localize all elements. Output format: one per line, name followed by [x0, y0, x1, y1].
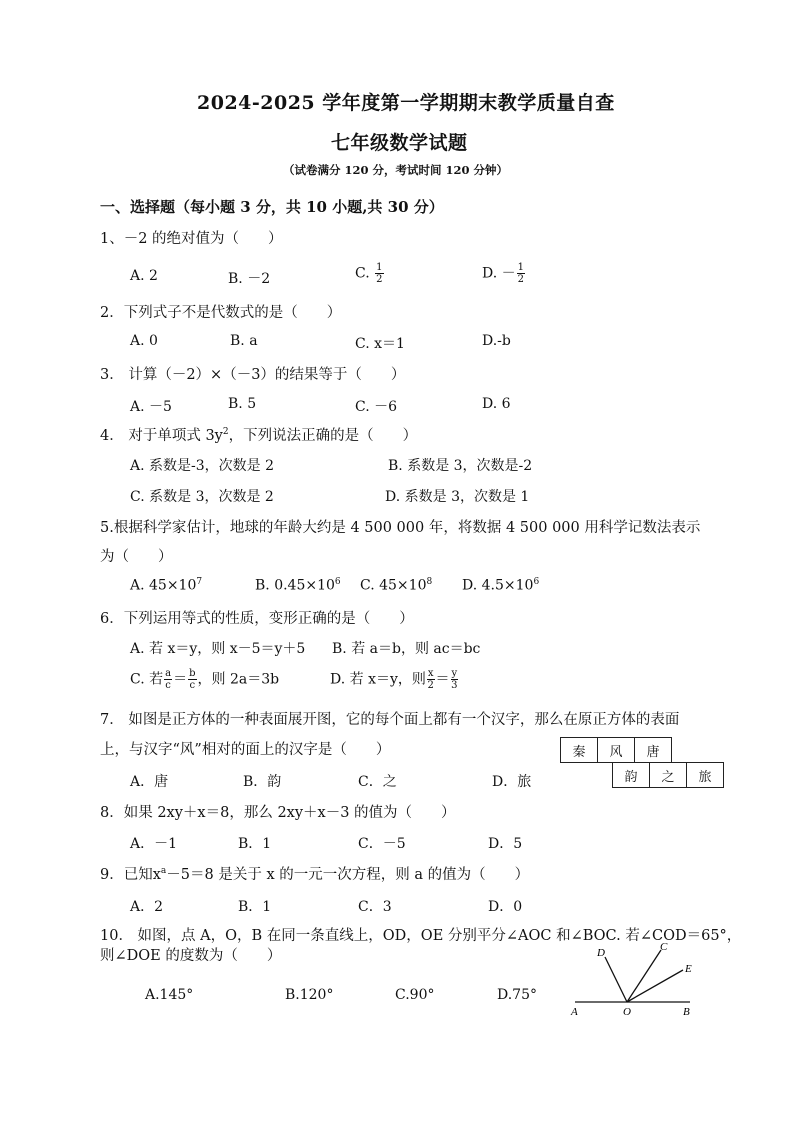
question-10-option-b: B.120° [285, 987, 334, 1003]
exam-subtitle: 七年级数学试题 [331, 132, 468, 154]
question-1-option-a: A. 2 [130, 268, 158, 284]
fraction-one-half: $\frac{1}{2}$ [517, 262, 525, 285]
question-6-option-c: C. 若 $\frac{a}{c}$ ＝ $\frac{b}{c}$ ，则 2a＝3b [130, 668, 280, 691]
question-3-option-a: A. －5 [130, 399, 172, 415]
question-10-option-a: A.145° [145, 987, 194, 1003]
fraction-x-over-2: $\frac{x}{2}$ [427, 668, 434, 691]
question-1-stem: 1、－2 的绝对值为（ ） [100, 231, 283, 247]
question-1-option-d [482, 262, 526, 285]
question-8-option-a: A．－1 [130, 836, 178, 852]
question-2-option-c: C. x＝1 [355, 336, 405, 352]
exam-title: 2024-2025 学年度第一学期期末教学质量自查 [197, 92, 615, 114]
question-6-stem: 6．下列运用等式的性质，变形正确的是（ ） [100, 611, 414, 627]
exponent: 2 [222, 427, 229, 438]
angle-diagram [565, 940, 705, 1020]
question-5-option-c [360, 577, 432, 594]
exponent: 8 [426, 577, 433, 587]
option-text: C. 若 [130, 671, 164, 688]
option-text: D. 若 x＝y，则 [330, 671, 426, 688]
question-8-stem: 8．如果 2xy＋x＝8，那么 2xy＋x－3 的值为（ ） [100, 805, 456, 821]
net-cell: 秦 [560, 737, 598, 763]
question-10-stem-line2: 则∠DOE 的度数为（ ） [100, 948, 282, 964]
question-6-option-d: D. 若 x＝y，则 $\frac{x}{2}$ ＝ $\frac{y}{3}$ [330, 668, 458, 691]
section-heading: 一、选择题（每小题 3 分，共 10 小题,共 30 分） [100, 198, 444, 216]
question-1-option-d-label: D. － [482, 265, 516, 282]
question-5-option-d [462, 577, 539, 594]
question-1-option-c [355, 262, 385, 285]
fraction-one-half: $\frac{1}{2}$ [376, 262, 383, 285]
option-text: A. 45×10 [130, 577, 197, 594]
question-8-option-d: D．5 [488, 836, 523, 852]
net-cell: 韵 [612, 762, 650, 788]
option-text: B. 0.45×10 [255, 577, 335, 594]
question-3-option-d: D. 6 [482, 396, 511, 412]
exponent: 6 [334, 577, 341, 587]
exponent: 6 [533, 577, 540, 587]
fraction-a-over-c: $\frac{a}{c}$ [165, 668, 172, 691]
question-8-option-b: B．1 [238, 836, 272, 852]
question-2-option-d: D.-b [482, 333, 511, 349]
net-cell: 之 [649, 762, 687, 788]
question-9-stem-part2: －5＝8 是关于 x 的一元一次方程，则 a 的值为（ ） [166, 867, 530, 883]
label-d: D [597, 947, 605, 959]
question-4-option-a: A. 系数是-3，次数是 2 [130, 458, 275, 474]
question-2-option-a: A. 0 [130, 333, 158, 349]
ray-oc [627, 950, 661, 1002]
fraction-b-over-c: $\frac{b}{c}$ [189, 668, 196, 691]
question-7-stem-line1: 7． 如图是正方体的一种表面展开图，它的每个面上都有一个汉字，那么在原正方体的表面 [100, 712, 680, 728]
ray-oe [627, 970, 683, 1002]
net-cell: 旅 [686, 762, 724, 788]
question-8-option-c: C．－5 [358, 836, 406, 852]
question-1-option-c-label: C. [355, 265, 375, 282]
question-9-option-a: A．2 [130, 899, 164, 915]
question-3-stem: 3． 计算（－2）×（－3）的结果等于（ ） [100, 367, 406, 383]
exam-note: （试卷满分 120 分，考试时间 120 分钟） [283, 163, 509, 177]
question-5-stem-line1: 5.根据科学家估计，地球的年龄大约是 4 500 000 年，将数据 4 500 000 用科学记数法表示 [100, 520, 701, 536]
label-o: O [623, 1006, 631, 1018]
question-5-option-a [130, 577, 202, 594]
question-4-option-c: C. 系数是 3，次数是 2 [130, 489, 274, 505]
question-10-stem-line1: 10． 如图，点 A，O，B 在同一条直线上，OD，OE 分别平分∠AOC 和∠BOC. 若∠COD＝65°， [100, 928, 742, 944]
question-7-option-d: D．旅 [492, 774, 532, 790]
label-a: A [571, 1006, 578, 1018]
option-text: ，则 2a＝3b [197, 671, 280, 688]
question-3-option-c: C. －6 [355, 399, 398, 415]
question-6-option-a: A. 若 x＝y，则 x－5＝y＋5 [130, 641, 306, 657]
exponent: 7 [196, 577, 203, 587]
question-4-stem-part1: 4． 对于单项式 3y [100, 428, 223, 444]
question-9-option-c: C．3 [358, 899, 392, 915]
question-3-option-b: B. 5 [228, 396, 257, 412]
option-text: D. 4.5×10 [462, 577, 534, 594]
question-7-stem-line2: 上，与汉字“风”相对的面上的汉字是（ ） [100, 742, 391, 758]
label-e: E [685, 963, 692, 975]
ray-od [605, 957, 627, 1002]
question-9-stem [100, 863, 529, 884]
question-4-stem [100, 424, 417, 445]
option-text: C. 45×10 [360, 577, 427, 594]
question-10-option-c: C.90° [395, 987, 435, 1003]
fraction-y-over-3: $\frac{y}{3}$ [451, 668, 458, 691]
question-5-stem-line2: 为（ ） [100, 549, 173, 565]
question-2-stem: 2．下列式子不是代数式的是（ ） [100, 305, 342, 321]
question-9-option-b: B．1 [238, 899, 272, 915]
question-7-option-b: B．韵 [243, 774, 282, 790]
question-2-option-b: B. a [230, 333, 258, 349]
label-c: C [660, 941, 668, 953]
net-cell: 风 [597, 737, 635, 763]
question-4-stem-part2: ，下列说法正确的是（ ） [228, 428, 418, 444]
question-9-option-d: D．0 [488, 899, 523, 915]
question-5-option-b [255, 577, 341, 594]
question-10-option-d: D.75° [497, 987, 537, 1003]
question-7-option-c: C．之 [358, 774, 397, 790]
label-b: B [683, 1006, 690, 1018]
net-cell: 唐 [634, 737, 672, 763]
question-4-option-d: D. 系数是 3，次数是 1 [385, 489, 530, 505]
question-9-stem-part1: 9．已知x [100, 867, 161, 883]
question-1-option-b: B. －2 [228, 271, 271, 287]
question-7-option-a: A．唐 [130, 774, 169, 790]
question-4-option-b: B. 系数是 3，次数是-2 [388, 458, 533, 474]
exponent: a [160, 866, 167, 877]
question-6-option-b: B. 若 a＝b，则 ac＝bc [332, 641, 481, 657]
